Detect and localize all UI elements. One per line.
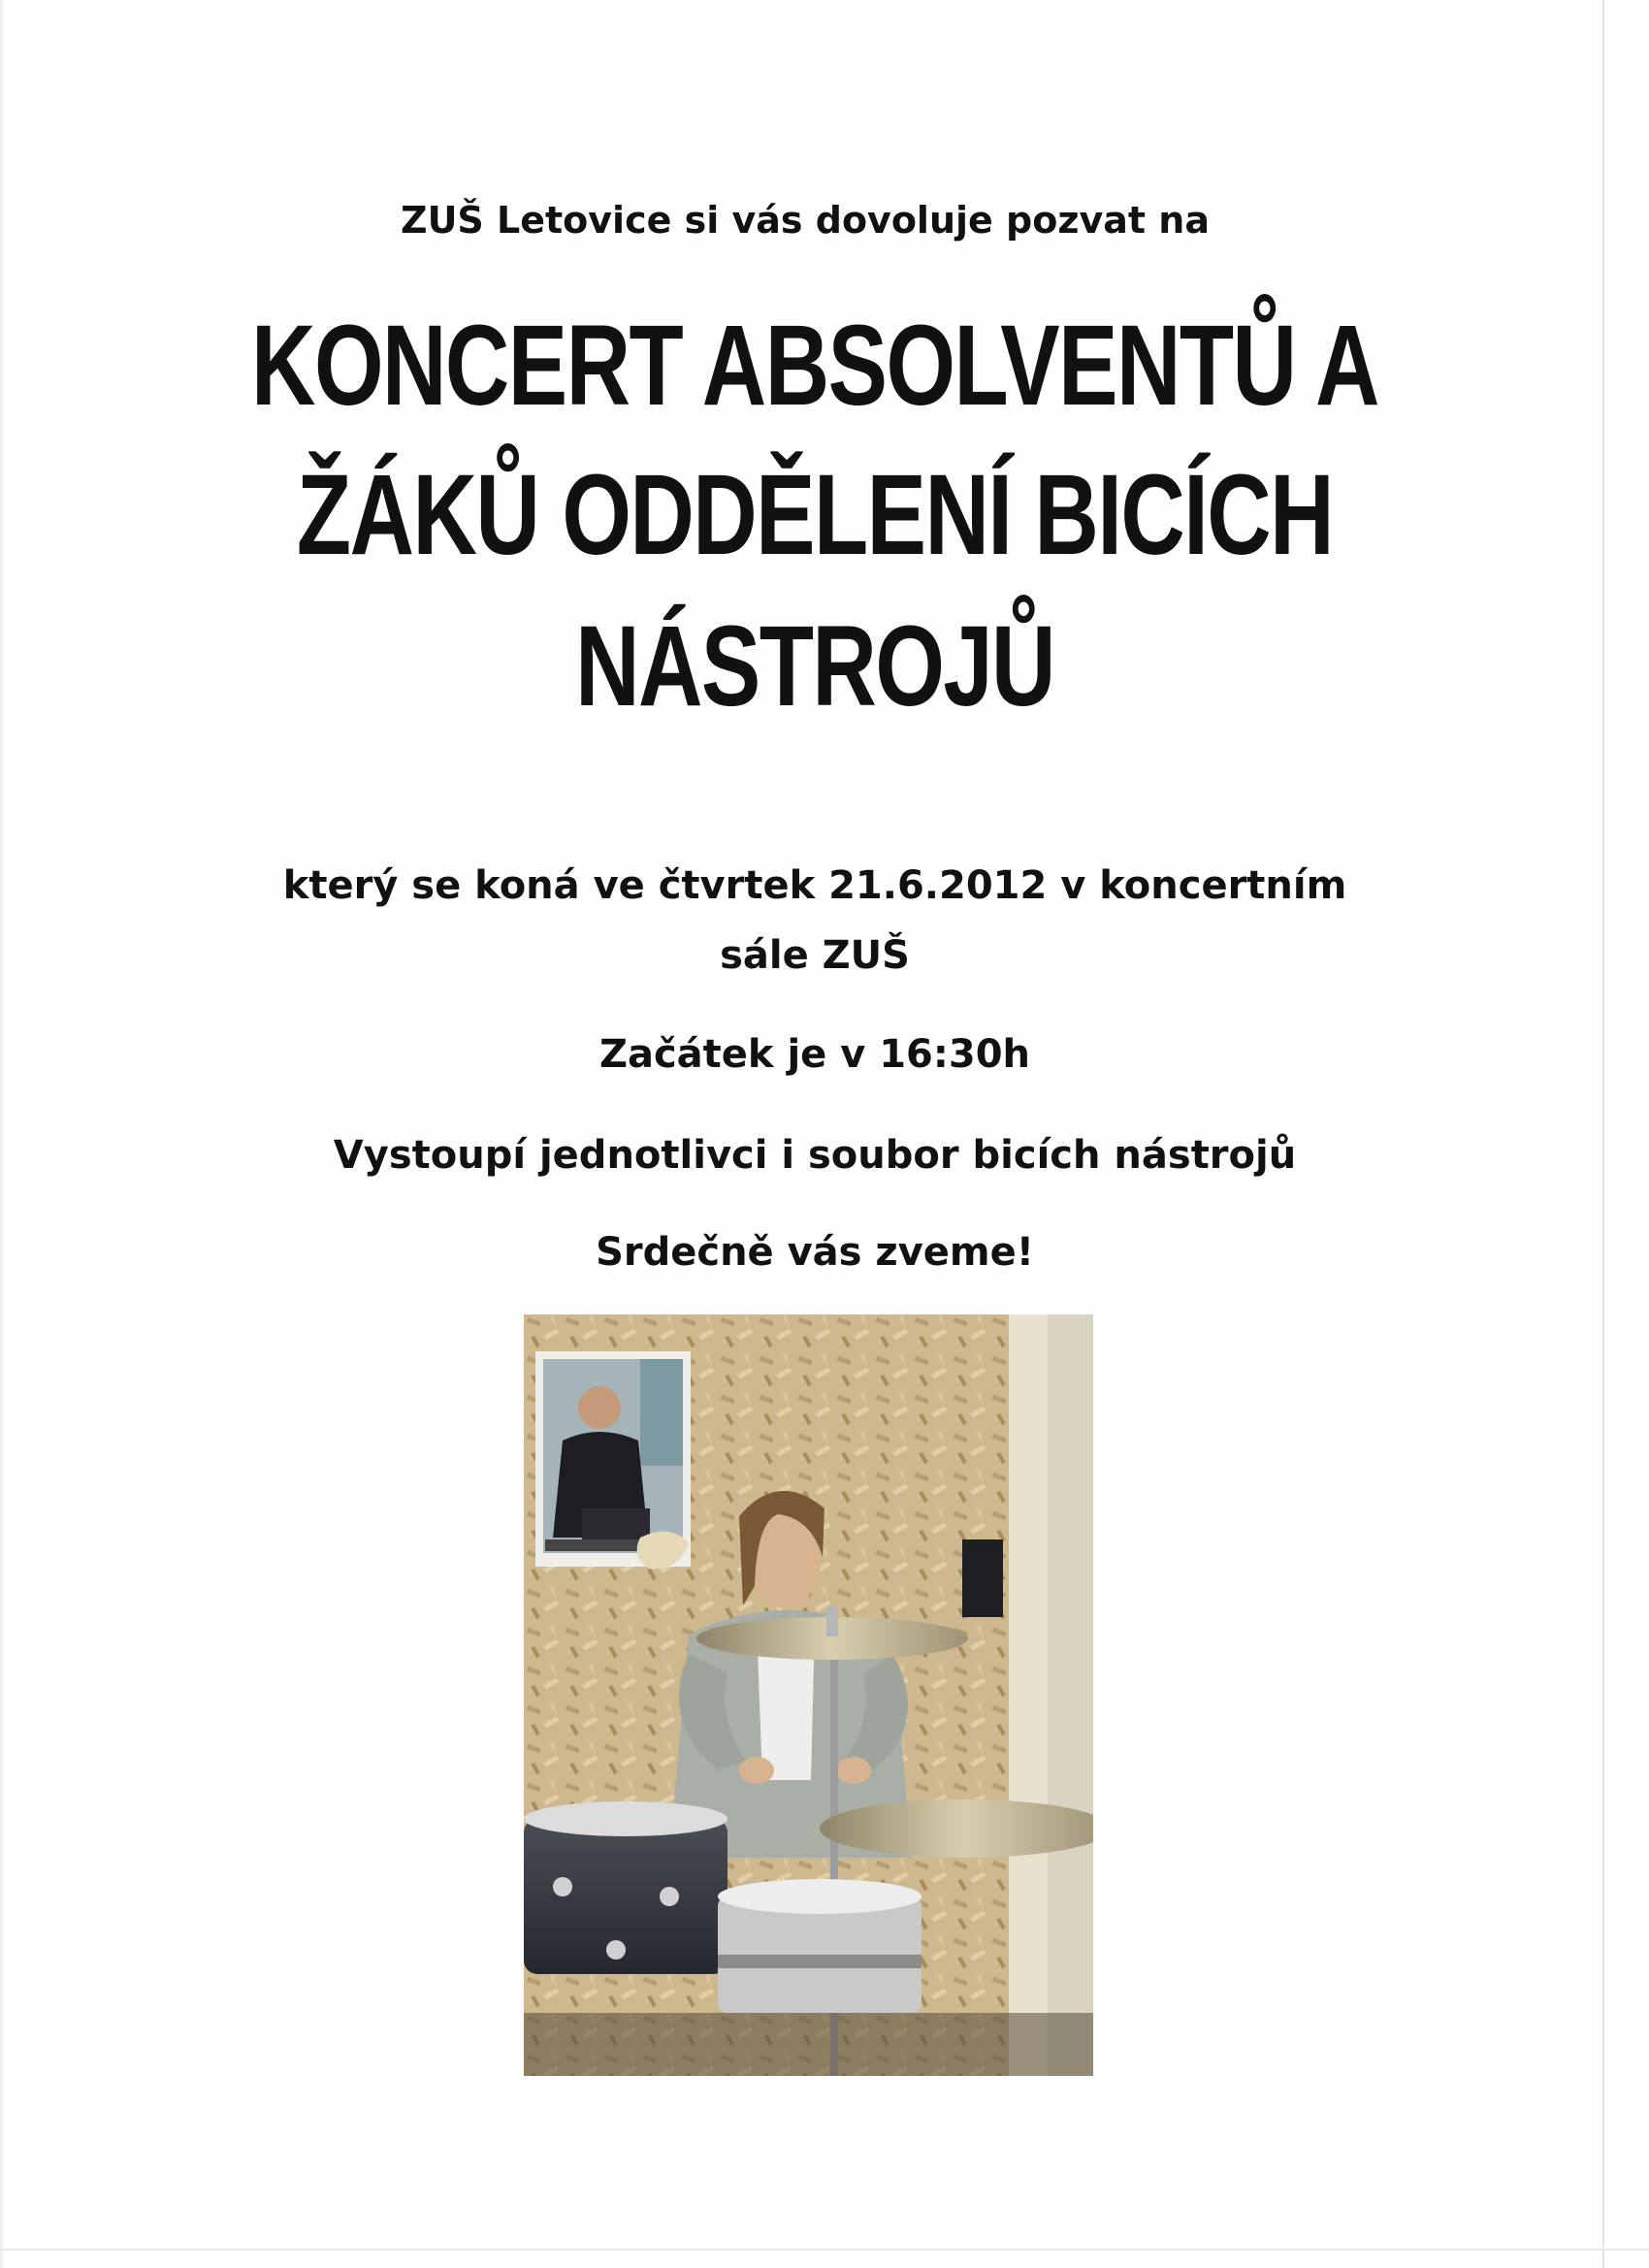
event-date-line: který se koná ve čtvrtek 21.6.2012 v koncertním	[282, 863, 1347, 908]
headline-line-3: NÁSTROJŮ	[575, 602, 1054, 730]
cymbal-nut	[826, 1605, 838, 1636]
floor	[524, 2013, 1093, 2076]
headline-line-2: ŽÁKŮ ODDĚLENÍ BICÍCH	[296, 451, 1334, 579]
wall-shadow	[1048, 1314, 1093, 2076]
invitation-intro: ZUŠ Letovice si vás dovoluje pozvat na	[401, 199, 1210, 242]
event-welcome: Srdečně vás zveme!	[596, 1230, 1034, 1275]
event-start-time: Začátek je v 16:30h	[598, 1032, 1031, 1077]
speaker	[962, 1539, 1003, 1617]
headline-line-1: KONCERT ABSOLVENTŮ A	[251, 302, 1378, 430]
scan-edge-bottom	[0, 2249, 1649, 2251]
snare-drum	[718, 1879, 922, 2013]
tom-drum	[524, 1801, 728, 1974]
drummer-photo	[524, 1314, 1093, 2076]
event-venue-line: sále ZUŠ	[720, 933, 910, 978]
event-performers: Vystoupí jednotlivci i soubor bicích nástrojů	[333, 1133, 1297, 1178]
